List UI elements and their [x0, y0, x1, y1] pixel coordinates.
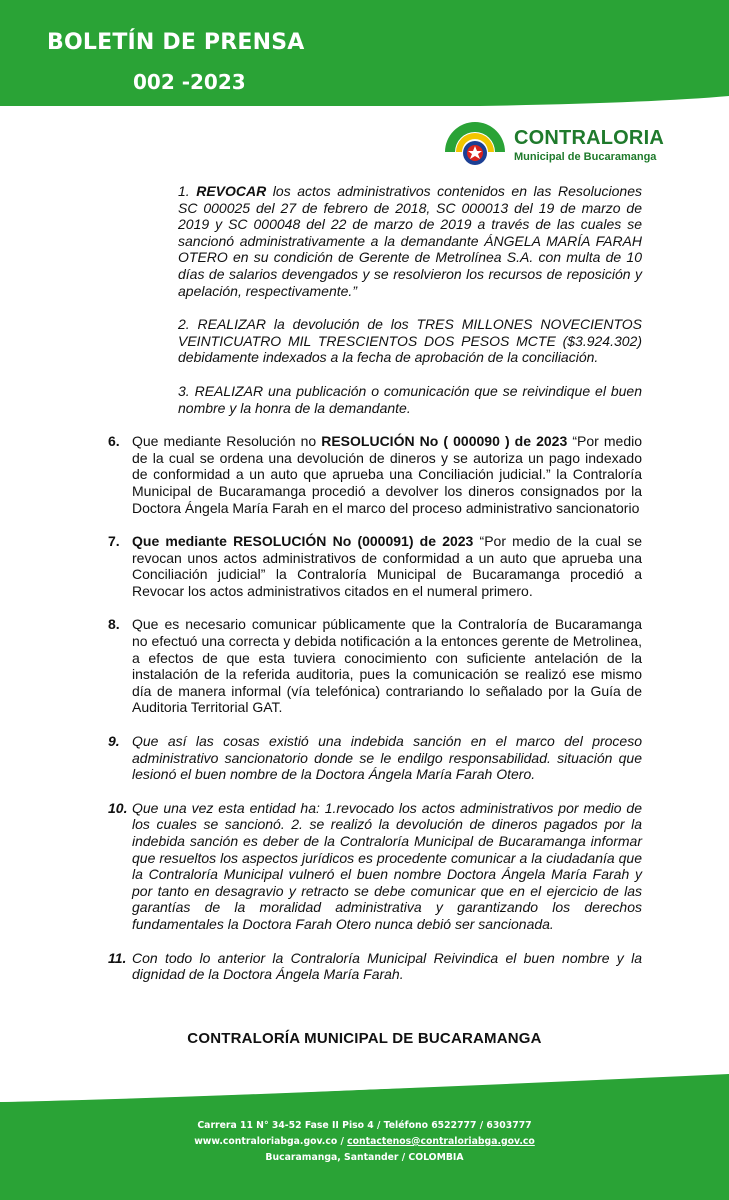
- footer-city: Bucaramanga, Santander / COLOMBIA: [265, 1152, 464, 1163]
- quote-point-3: 3. REALIZAR una publicación o comunicación que se reivindique el buen nombre y la honra de la demandante.: [178, 382, 642, 416]
- logo-name: CONTRALORIA: [514, 127, 664, 149]
- list-item-11: 11. Con todo lo anterior la Contraloría Municipal Reivindica el buen nombre y la dignidad de la Doctora Ángela María Farah.: [108, 949, 642, 983]
- item-number: 10.: [108, 799, 128, 816]
- list-item-10: 10. Que una vez esta entidad ha: 1.revocado los actos administrativos por medio de los cuales se sancionó. 2. se realizó la devolución de dineros pagados por la indebida sanción es deber de la Contraloría Municipal de Bucaramanga informar que resueltos los aspectos jurídicos es procedente comunicar a la ciudadanía que la Contraloría Municipal vulneró el buen nombre Doctora Ángela María Farah y por tanto en desagravio y retracto se debe comunicar que en el ejercicio de las garantías de la moralidad administrativa y garantizando los derechos fundamentales la Doctora Farah Otero nunca debió ser sancionada.: [108, 799, 642, 932]
- item-number: 11.: [108, 949, 127, 966]
- list-item-6: 6. Que mediante Resolución no RESOLUCIÓN No ( 000090 ) de 2023 “Por medio de la cual se ordena una devolución de dineros y se autoriza un pago indexado de conformidad a un auto que aprueba una Conciliación judicial.” la Contraloría Municipal de Bucaramanga procedió a devolver los dineros consignados por la Doctora Ángela María Farah en el marco del proceso administrativo sancionatorio: [108, 433, 643, 516]
- signature: CONTRALORÍA MUNICIPAL DE BUCARAMANGA: [187, 1030, 542, 1047]
- bulletin-title: BOLETÍN DE PRENSA: [47, 30, 305, 55]
- quoted-resolution: [178, 183, 642, 416]
- list-item-9: 9. Que así las cosas existió una indebida sanción en el marco del proceso administrativo sancionatorio donde se le endilgo responsabilidad. situación que lesionó el buen nombre de la Doctora Ángela María Farah Otero.: [108, 733, 642, 783]
- footer-email-link[interactable]: contactenos@contraloriabga.gov.co: [347, 1136, 535, 1147]
- quote-point-2: 2. REALIZAR la devolución de los TRES MILLONES NOVECIENTOS VEINTICUATRO MIL TRESCIENTOS DOS PESOS MCTE ($3.924.302) debidamente indexados a la fecha de aprobación de la conciliación.: [178, 316, 642, 366]
- footer-banner: [0, 1070, 729, 1200]
- bulletin-number: 002 -2023: [133, 70, 246, 94]
- footer-website[interactable]: www.contraloriabga.gov.co /: [194, 1136, 344, 1147]
- revocar-keyword: REVOCAR: [196, 183, 267, 199]
- item-number: 7.: [108, 533, 120, 550]
- item-number: 8.: [108, 616, 120, 633]
- contraloria-emblem-icon: [442, 118, 508, 170]
- quote-point-1: 1. REVOCAR los actos administrativos contenidos en las Resoluciones SC 000025 del 27 de febrero de 2018, SC 000013 del 19 de marzo de 2019 y SC 000048 del 22 de marzo de 2019 a través de las cuales se sancionó administrativamente a la demandante ÁNGELA MARÍA FARAH OTERO en su condición de Gerente de Metrolínea S.A. con multa de 10 días de salarios devengados y se resolvieron los recursos de reposición y apelación, respectivamente.”: [178, 183, 643, 299]
- item-number: 9.: [108, 733, 120, 750]
- contraloria-logo: [442, 118, 682, 170]
- list-item-8: 8. Que es necesario comunicar públicamente que la Contraloría de Bucaramanga no efectuó una correcta y debida notificación a la entonces gerente de Metrolinea, a efectos de que esta tuviera conocimiento con suficiente antelación de la instalación de la referida auditoria, pues la comunicación se realizó ese mismo día de manera informal (vía telefónica) contrariando lo señalado por la Guía de Auditoria Territorial GAT.: [108, 616, 642, 716]
- list-item-7: 7. Que mediante RESOLUCIÓN No (000091) de 2023 “Por medio de la cual se revocan unos actos administrativos de conformidad a un auto que aprueba una Conciliación judicial” la Contraloría Municipal de Bucaramanga procedió a Revocar los actos administrativos citados en el numeral primero.: [108, 533, 643, 599]
- logo-subtitle: Municipal de Bucaramanga: [514, 151, 657, 163]
- item-number: 6.: [108, 433, 120, 450]
- footer-address: Carrera 11 N° 34-52 Fase II Piso 4 / Teléfono 6522777 / 6303777: [197, 1120, 532, 1131]
- bulletin-body: [108, 183, 642, 1000]
